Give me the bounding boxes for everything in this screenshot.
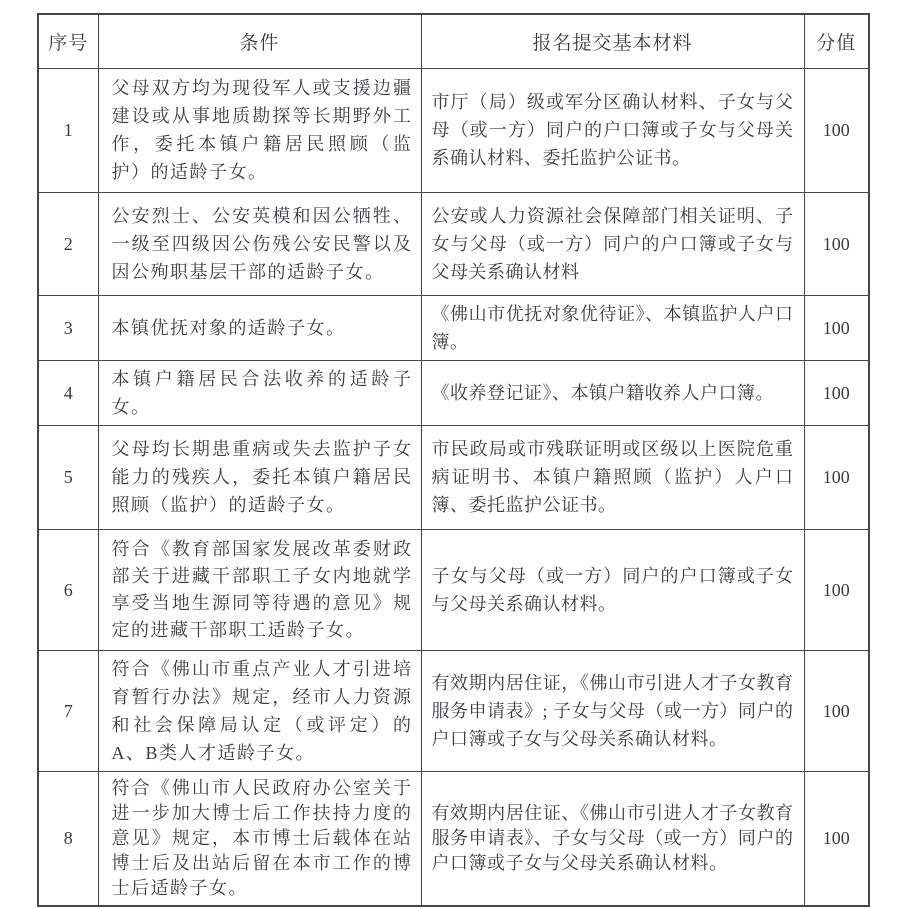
score-cell: 100 (804, 425, 869, 529)
table-row (38, 295, 869, 360)
materials-cell: 公安或人力资源社会保障部门相关证明、子女与父母（或一方）同户的户口簿或子女与父母关系确认材料 (421, 192, 804, 295)
column-header-condition: 条件 (98, 14, 421, 68)
condition-cell: 父母双方均为现役军人或支援边疆建设或从事地质勘探等长期野外工作，委托本镇户籍居民照顾（监护）的适龄子女。 (98, 68, 421, 192)
row-serial-number: 1 (38, 68, 98, 192)
enrollment-materials-table (37, 13, 870, 907)
materials-cell: 有效期内居住证、《佛山市引进人才子女教育服务申请表》、子女与父母（或一方）同户的户口簿或子女与父母关系确认材料。 (421, 771, 804, 906)
table-header-row (38, 14, 869, 68)
column-header-serial-number: 序号 (38, 14, 98, 68)
score-cell: 100 (804, 360, 869, 425)
column-header-materials: 报名提交基本材料 (421, 14, 804, 68)
score-cell: 100 (804, 192, 869, 295)
materials-cell: 市厅（局）级或军分区确认材料、子女与父母（或一方）同户的户口簿或子女与父母关系确认材料、委托监护公证书。 (421, 68, 804, 192)
score-cell: 100 (804, 529, 869, 650)
score-cell: 100 (804, 650, 869, 771)
materials-cell: 子女与父母（或一方）同户的户口簿或子女与父母关系确认材料。 (421, 529, 804, 650)
table-row (38, 771, 869, 906)
column-header-score: 分值 (804, 14, 869, 68)
row-serial-number: 4 (38, 360, 98, 425)
condition-cell: 本镇优抚对象的适龄子女。 (98, 295, 421, 360)
condition-cell: 公安烈士、公安英模和因公牺牲、一级至四级因公伤残公安民警以及因公殉职基层干部的适龄子女。 (98, 192, 421, 295)
condition-cell: 本镇户籍居民合法收养的适龄子女。 (98, 360, 421, 425)
table-row (38, 360, 869, 425)
row-serial-number: 7 (38, 650, 98, 771)
score-cell: 100 (804, 68, 869, 192)
condition-cell: 符合《教育部国家发展改革委财政部关于进藏干部职工子女内地就学享受当地生源同等待遇的意见》规定的进藏干部职工适龄子女。 (98, 529, 421, 650)
score-cell: 100 (804, 295, 869, 360)
row-serial-number: 2 (38, 192, 98, 295)
condition-cell: 符合《佛山市人民政府办公室关于进一步加大博士后工作扶持力度的意见》规定，本市博士后载体在站博士后及出站后留在本市工作的博士后适龄子女。 (98, 771, 421, 906)
table-row (38, 68, 869, 192)
table-row (38, 650, 869, 771)
condition-cell: 父母均长期患重病或失去监护子女能力的残疾人，委托本镇户籍居民照顾（监护）的适龄子女。 (98, 425, 421, 529)
row-serial-number: 8 (38, 771, 98, 906)
materials-cell: 《收养登记证》、本镇户籍收养人户口簿。 (421, 360, 804, 425)
row-serial-number: 3 (38, 295, 98, 360)
row-serial-number: 5 (38, 425, 98, 529)
materials-cell: 市民政局或市残联证明或区级以上医院危重病证明书、本镇户籍照顾（监护）人户口簿、委托监护公证书。 (421, 425, 804, 529)
table-row (38, 425, 869, 529)
score-cell: 100 (804, 771, 869, 906)
materials-cell: 《佛山市优抚对象优待证》、本镇监护人户口簿。 (421, 295, 804, 360)
table-row (38, 192, 869, 295)
materials-cell: 有效期内居住证，《佛山市引进人才子女教育服务申请表》; 子女与父母（或一方）同户的户口簿或子女与父母关系确认材料。 (421, 650, 804, 771)
condition-cell: 符合《佛山市重点产业人才引进培育暂行办法》规定，经市人力资源和社会保障局认定（或评定）的A、B类人才适龄子女。 (98, 650, 421, 771)
table-row (38, 529, 869, 650)
row-serial-number: 6 (38, 529, 98, 650)
